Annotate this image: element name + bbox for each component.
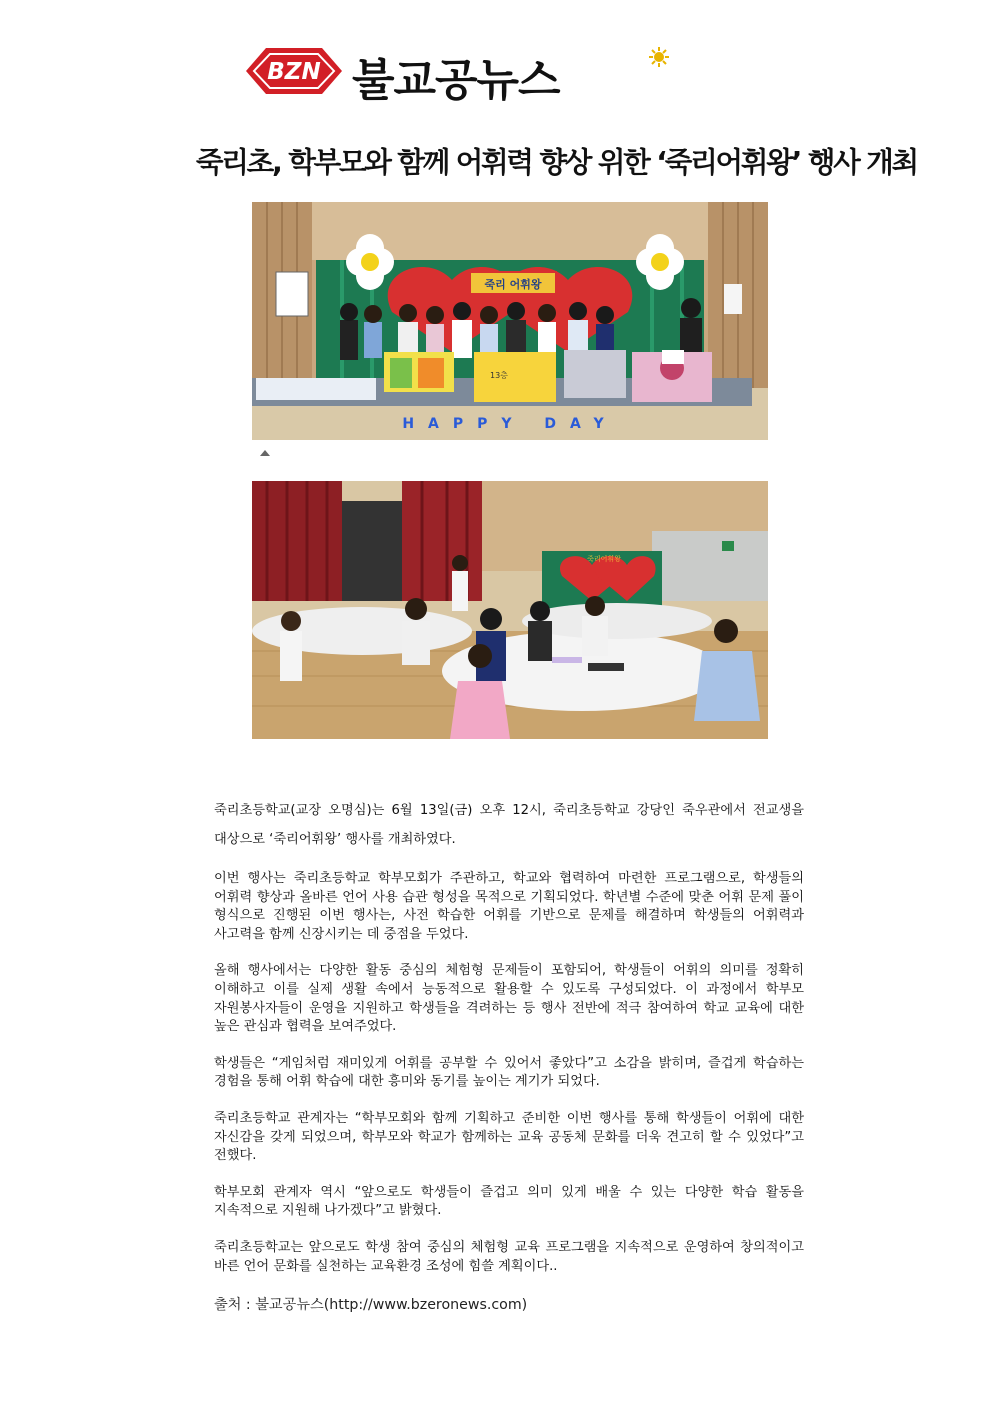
bzn-logo-badge bbox=[244, 46, 344, 96]
article-paragraph: 학생들은 “게임처럼 재미있게 어휘를 공부할 수 있어서 좋았다”고 소감을 밝히며, 즐겁게 학습하는 경험을 통해 어휘 학습에 대한 흥미와 동기를 높이는 계기가 되었다. bbox=[214, 1055, 804, 1090]
article-headline: 죽리초, 학부모와 함께 어휘력 향상 위한 ‘죽리어휘왕’ 행사 개최 bbox=[196, 146, 917, 179]
stage-banner-text: 죽리 어휘왕 bbox=[484, 278, 542, 291]
prize-box-label: 13층 bbox=[490, 371, 508, 380]
article-source: 출처 : 불교공뉴스(http://www.bzeronews.com) bbox=[214, 1297, 528, 1314]
brand-name: 불교공뉴스 bbox=[352, 55, 560, 106]
article-body bbox=[214, 796, 804, 1314]
article-paragraph: 이번 행사는 죽리초등학교 학부모회가 주관하고, 학교와 협력하여 마련한 프로그램으로, 학생들의 어휘력 향상과 올바른 언어 사용 습관 형성을 목적으로 기획되었다. 학년별 수준에 맞춘 어휘 문제 풀이 형식으로 진행된 이번 행사는, 사전 학습한 어휘를 기반으로 문제를 해결하며 학생들의 어휘력과 사고력을 함께 신장시키는 데 중점을 두었다. bbox=[214, 871, 804, 942]
article-paragraph: 죽리초등학교는 앞으로도 학생 참여 중심의 체험형 교육 프로그램을 지속적으로 운영하여 창의적이고 바른 언어 문화를 실천하는 교육환경 조성에 힘쓸 계획이다.. bbox=[214, 1239, 804, 1274]
activity-panel-text: 죽리어휘왕 bbox=[587, 555, 621, 563]
article-paragraph: 죽리초등학교 관계자는 “학부모회와 함께 기획하고 준비한 이번 행사를 통해 학생들이 어휘에 대한 자신감을 갖게 되었으며, 학부모와 학교가 함께하는 교육 공동체 문화를 더욱 견고히 할 수 있었다”고 전했다. bbox=[214, 1110, 804, 1164]
star-icon bbox=[648, 46, 670, 68]
article-paragraph-lead: 죽리초등학교(교장 오명심)는 6월 13일(금) 오후 12시, 죽리초등학교 강당인 죽우관에서 전교생을 대상으로 ‘죽리어휘왕’ 행사를 개최하였다. bbox=[214, 803, 804, 847]
caption-triangle-icon bbox=[258, 448, 272, 458]
article-paragraph: 학부모회 관계자 역시 “앞으로도 학생들이 즐겁고 의미 있게 배울 수 있는 다양한 학습 활동을 지속적으로 지원해 나가겠다”고 밝혔다. bbox=[214, 1184, 804, 1219]
event-photo-activity bbox=[252, 481, 768, 739]
article-paragraph: 올해 행사에서는 다양한 활동 중심의 체험형 문제들이 포함되어, 학생들이 어휘의 의미를 정확히 이해하고 이를 실제 생활 속에서 능동적으로 활용할 수 있도록 구성되었다. 이 과정에서 학부모 자원봉사자들이 운영을 지원하고 학생들을 격려하는 등 행사 전반에 적극 참여하여 학교 교육에 대한 높은 관심과 협력을 보여주었다. bbox=[214, 963, 804, 1035]
masthead bbox=[244, 40, 684, 104]
happy-day-floor-text: HAPPY DAY bbox=[402, 416, 618, 432]
bzn-badge-text: BZN bbox=[267, 59, 321, 85]
event-photo-stage bbox=[252, 202, 768, 440]
